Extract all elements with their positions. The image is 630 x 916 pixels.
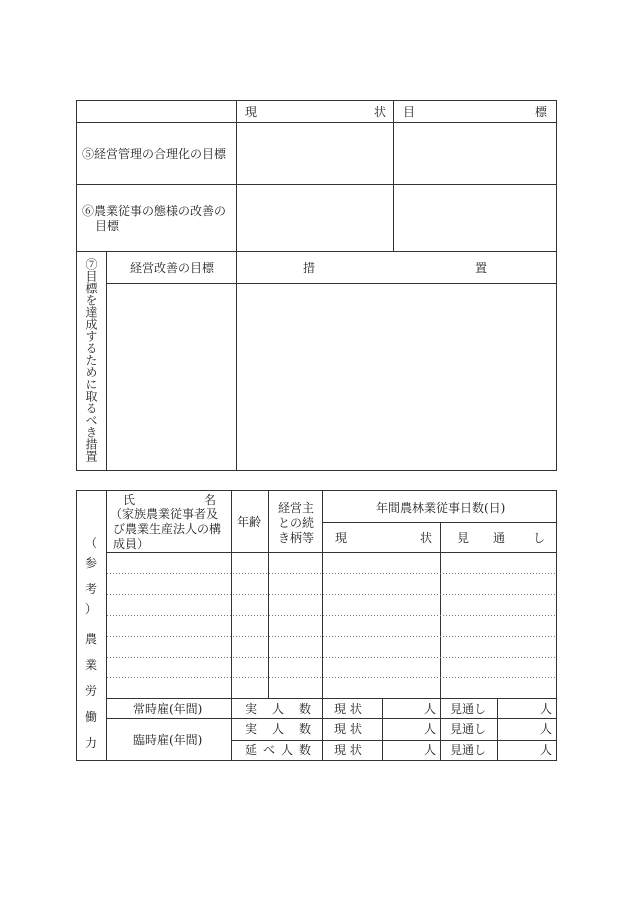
temp-total-char3: 人: [281, 743, 294, 757]
header-target-char1: 目: [403, 105, 416, 119]
days-outlook-char3: し: [533, 531, 546, 545]
days-current-char1: 現: [335, 531, 348, 545]
temp-actual-char2: 人: [272, 722, 285, 736]
row7-measure-char1: 措: [303, 261, 316, 275]
temp-total-char4: 数: [299, 743, 312, 757]
permanent-label: 常時雇(年間): [133, 702, 203, 716]
name-sub-line3: 成員）: [113, 537, 150, 551]
temp-total-outlook-label: 見通し: [450, 743, 487, 757]
row7-measure-char2: 置: [475, 261, 488, 275]
temp-total-outlook-unit: 人: [540, 743, 553, 757]
row6-label-line1: ⑥農業従事の態様の改善の: [82, 204, 227, 218]
relation-header-line1: 経営主: [278, 501, 315, 515]
temp-actual-current-unit: 人: [424, 722, 437, 736]
temp-total-char1: 延: [245, 743, 258, 757]
perm-current-label: 現 状: [334, 702, 362, 716]
name-sub-line2: び農業生産法人の構: [113, 522, 222, 536]
header-current-char2: 状: [374, 105, 387, 119]
temp-total-current-unit: 人: [424, 743, 437, 757]
perm-actual-char3: 数: [299, 702, 312, 716]
row7-side-label: ⑦目標を達成するために取るべき措置: [84, 258, 98, 462]
temp-total-current-label: 現 状: [334, 743, 362, 757]
days-outlook-char2: 通: [493, 531, 506, 545]
name-header-char1: 氏: [123, 493, 136, 507]
relation-header-line2: との続: [278, 516, 315, 530]
row5-label: ⑤経営管理の合理化の目標: [82, 147, 227, 161]
age-header: 年齢: [237, 515, 262, 529]
row7-goal-header: 経営改善の目標: [130, 261, 215, 275]
dotted-row-rules: [107, 574, 556, 678]
temp-actual-outlook-unit: 人: [540, 722, 553, 736]
temp-total-char2: べ: [263, 743, 276, 757]
farm-management-form-page: 現 状 目 標 ⑤経営管理の合理化の目標 ⑥農業従事の態様の改善の 目標 ⑦目標を達成するために取るべき措置 経営改善の目標 措 置 （ 参 考 ） 農 業 労 働 力 氏 名 （家族農業従事者及 び農業生産法人の構 成員） 年齢 経営主 との続 き柄等 年間農林業従事日数(日) 現 状 見 通 し 常時雇(年間) 実 人 数 現 状 人 見通し 人 臨時雇(年間) 実 人 数 現 状 人 見通し 人 延 べ 人 数 現 状 人 見通し 人: [0, 0, 630, 916]
perm-outlook-label: 見通し: [450, 702, 487, 716]
days-header: 年間農林業従事日数(日): [376, 501, 506, 515]
name-sub-line1: （家族農業従事者及: [110, 507, 219, 521]
days-current-char2: 状: [420, 531, 433, 545]
temporary-label: 臨時雇(年間): [133, 733, 203, 747]
name-header-char2: 名: [204, 493, 217, 507]
perm-actual-char2: 人: [272, 702, 285, 716]
days-outlook-char1: 見: [457, 531, 470, 545]
perm-outlook-unit: 人: [540, 702, 553, 716]
temp-actual-char1: 実: [245, 722, 258, 736]
header-target-char2: 標: [535, 105, 548, 119]
relation-header-line3: き柄等: [278, 531, 315, 545]
temp-actual-char3: 数: [299, 722, 312, 736]
row6-label-line2: 目標: [95, 219, 120, 233]
perm-current-unit: 人: [424, 702, 437, 716]
header-current-char1: 現: [245, 105, 258, 119]
temp-actual-outlook-label: 見通し: [450, 722, 487, 736]
temp-actual-current-label: 現 状: [334, 722, 362, 736]
perm-actual-char1: 実: [245, 702, 258, 716]
